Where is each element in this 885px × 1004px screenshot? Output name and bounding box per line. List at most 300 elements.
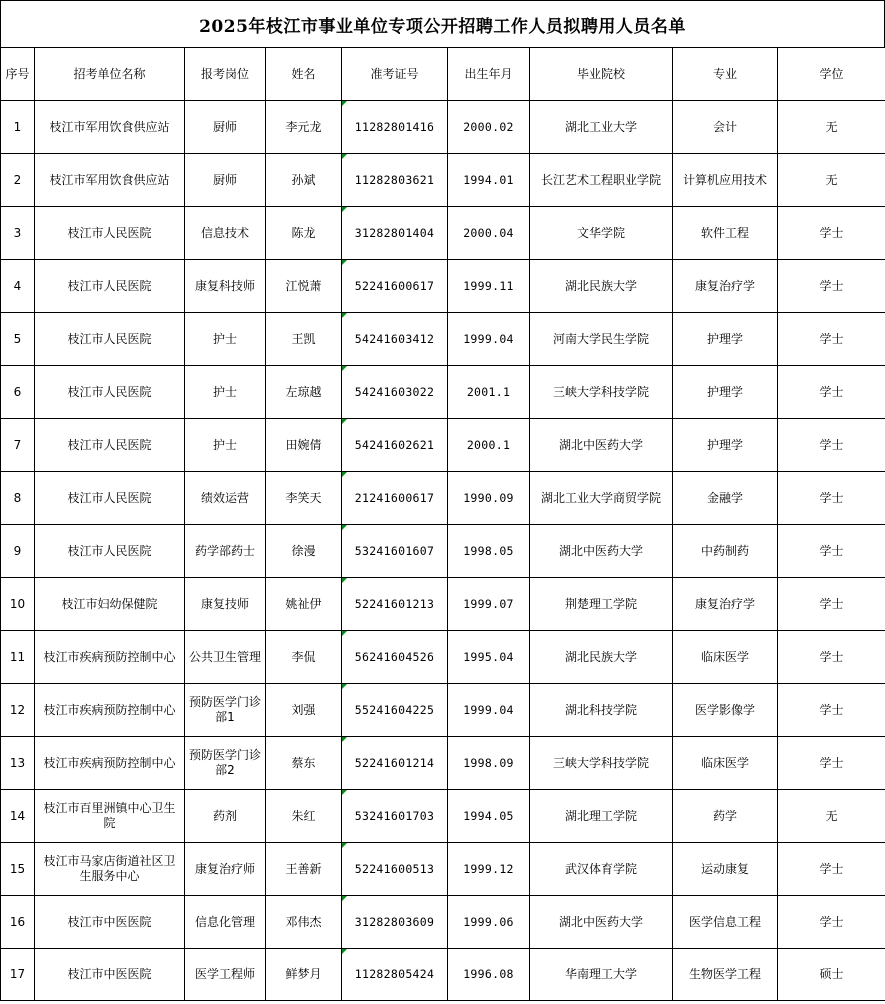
cell-major[interactable]: [673, 896, 778, 949]
table-row: [1, 419, 885, 472]
cell-name-text: 李笑天: [285, 490, 322, 505]
table-row: [1, 843, 885, 896]
cell-school[interactable]: [530, 737, 673, 790]
cell-birth-text: 1998.05: [463, 543, 514, 558]
cell-post[interactable]: [185, 419, 266, 472]
cell-major[interactable]: [673, 525, 778, 578]
cell-exam-id-text: 52241601213: [354, 596, 435, 611]
cell-school-text: 湖北民族大学: [564, 278, 637, 293]
cell-unit[interactable]: [35, 472, 185, 525]
cell-major-text: 运动康复: [700, 861, 749, 876]
cell-post-text: 厨师: [212, 119, 237, 134]
cell-school[interactable]: [530, 578, 673, 631]
cell-unit[interactable]: [35, 154, 185, 207]
cell-exam-id-text: 53241601607: [354, 543, 435, 558]
cell-unit[interactable]: [35, 260, 185, 313]
cell-unit[interactable]: [35, 207, 185, 260]
cell-school-text: 华南理工大学: [564, 967, 637, 981]
cell-name[interactable]: [266, 949, 342, 1001]
cell-birth[interactable]: [448, 472, 530, 525]
cell-birth[interactable]: [448, 843, 530, 896]
cell-exam-id[interactable]: [342, 949, 448, 1001]
cell-degree-text: 学士: [819, 225, 844, 240]
cell-unit-text: 枝江市中医医院: [67, 914, 152, 929]
cell-name[interactable]: [266, 737, 342, 790]
cell-major-text: 护理学: [706, 331, 743, 346]
cell-post[interactable]: [185, 790, 266, 843]
cell-seq-text: 5: [13, 331, 22, 346]
cell-birth[interactable]: [448, 101, 530, 154]
cell-unit[interactable]: [35, 313, 185, 366]
cell-name[interactable]: [266, 525, 342, 578]
cell-major[interactable]: [673, 101, 778, 154]
hiring-list-table: [0, 47, 885, 1001]
cell-post[interactable]: [185, 207, 266, 260]
cell-degree[interactable]: [778, 684, 885, 737]
number-stored-as-text-indicator-icon: [342, 684, 347, 689]
cell-post[interactable]: [185, 631, 266, 684]
header-post: 报考岗位: [185, 48, 266, 101]
cell-post[interactable]: [185, 684, 266, 737]
cell-unit-text: 枝江市人民医院: [67, 225, 152, 240]
cell-degree[interactable]: [778, 366, 885, 419]
cell-name[interactable]: [266, 313, 342, 366]
table-row: [1, 949, 885, 1001]
cell-degree-text: 硕士: [819, 967, 844, 981]
cell-seq-text: 10: [9, 596, 26, 611]
cell-birth-text: 2000.02: [463, 119, 514, 134]
cell-exam-id[interactable]: [342, 313, 448, 366]
cell-exam-id[interactable]: [342, 896, 448, 949]
cell-name[interactable]: [266, 578, 342, 631]
table-row: [1, 472, 885, 525]
cell-exam-id-text: 31282801404: [354, 225, 435, 240]
cell-exam-id[interactable]: [342, 578, 448, 631]
cell-degree-text: 学士: [819, 702, 844, 717]
cell-unit[interactable]: [35, 896, 185, 949]
cell-school[interactable]: [530, 419, 673, 472]
cell-major-text: 护理学: [706, 437, 743, 452]
cell-unit-text: 枝江市疾病预防控制中心: [43, 755, 176, 770]
cell-unit-text: 枝江市人民医院: [67, 437, 152, 452]
cell-birth-text: 1995.04: [463, 649, 514, 664]
cell-seq[interactable]: [1, 949, 35, 1001]
cell-exam-id[interactable]: [342, 525, 448, 578]
cell-seq-text: 6: [13, 384, 22, 399]
table-row: [1, 631, 885, 684]
cell-unit-text: 枝江市人民医院: [67, 331, 152, 346]
cell-degree-text: 学士: [819, 649, 844, 664]
cell-degree-text: 学士: [819, 596, 844, 611]
cell-birth[interactable]: [448, 684, 530, 737]
cell-seq[interactable]: [1, 313, 35, 366]
cell-name[interactable]: [266, 790, 342, 843]
cell-name[interactable]: [266, 631, 342, 684]
cell-birth-text: 1990.09: [463, 490, 514, 505]
cell-degree[interactable]: [778, 949, 885, 1001]
cell-degree[interactable]: [778, 578, 885, 631]
cell-birth-text: 1999.06: [463, 914, 514, 929]
cell-exam-id-text: 52241600513: [354, 861, 435, 876]
cell-name[interactable]: [266, 260, 342, 313]
cell-school-text: 荆楚理工学院: [564, 596, 637, 611]
cell-major[interactable]: [673, 154, 778, 207]
cell-school[interactable]: [530, 896, 673, 949]
cell-school[interactable]: [530, 790, 673, 843]
cell-degree[interactable]: [778, 896, 885, 949]
cell-name[interactable]: [266, 366, 342, 419]
cell-birth-text: 1996.08: [463, 967, 514, 981]
cell-major[interactable]: [673, 631, 778, 684]
cell-birth[interactable]: [448, 313, 530, 366]
cell-post[interactable]: [185, 101, 266, 154]
cell-name[interactable]: [266, 472, 342, 525]
cell-name[interactable]: [266, 896, 342, 949]
table-row: [1, 684, 885, 737]
number-stored-as-text-indicator-icon: [342, 366, 347, 371]
cell-major[interactable]: [673, 949, 778, 1001]
cell-name-text: 王凯: [291, 331, 316, 346]
cell-birth[interactable]: [448, 366, 530, 419]
cell-seq[interactable]: [1, 684, 35, 737]
cell-seq[interactable]: [1, 101, 35, 154]
cell-degree-text: 学士: [819, 437, 844, 452]
cell-school[interactable]: [530, 631, 673, 684]
cell-post-text: 护士: [212, 437, 237, 452]
cell-major-text: 中药制药: [700, 543, 749, 558]
cell-degree[interactable]: [778, 790, 885, 843]
cell-major[interactable]: [673, 260, 778, 313]
cell-school-text: 湖北工业大学商贸学院: [540, 490, 661, 505]
cell-exam-id-text: 11282801416: [354, 119, 435, 134]
cell-school[interactable]: [530, 472, 673, 525]
cell-name-text: 孙斌: [291, 172, 316, 187]
cell-birth[interactable]: [448, 737, 530, 790]
cell-degree[interactable]: [778, 843, 885, 896]
cell-degree-text: 学士: [819, 543, 844, 558]
cell-major-text: 临床医学: [700, 649, 749, 664]
cell-exam-id[interactable]: [342, 843, 448, 896]
table-row: [1, 260, 885, 313]
cell-seq[interactable]: [1, 631, 35, 684]
cell-name-text: 王善新: [285, 861, 322, 876]
cell-unit[interactable]: [35, 578, 185, 631]
cell-birth-text: 1999.12: [463, 861, 514, 876]
cell-major-text: 临床医学: [700, 755, 749, 770]
cell-degree[interactable]: [778, 207, 885, 260]
cell-school[interactable]: [530, 313, 673, 366]
cell-unit[interactable]: [35, 790, 185, 843]
cell-major-text: 康复治疗学: [694, 278, 755, 293]
cell-major[interactable]: [673, 578, 778, 631]
cell-birth[interactable]: [448, 260, 530, 313]
table-row: [1, 101, 885, 154]
table-row: [1, 578, 885, 631]
cell-post-text: 信息技术: [200, 225, 249, 240]
cell-school-text: 湖北科技学院: [564, 702, 637, 717]
cell-post[interactable]: [185, 313, 266, 366]
cell-unit[interactable]: [35, 949, 185, 1001]
cell-exam-id[interactable]: [342, 684, 448, 737]
cell-birth-text: 2000.1: [466, 437, 511, 452]
table-body: [1, 101, 885, 1001]
cell-school[interactable]: [530, 154, 673, 207]
cell-post[interactable]: [185, 737, 266, 790]
header-degree: 学位: [778, 48, 885, 101]
cell-seq-text: 3: [13, 225, 22, 240]
cell-major[interactable]: [673, 684, 778, 737]
cell-unit-text: 枝江市人民医院: [67, 278, 152, 293]
cell-post[interactable]: [185, 260, 266, 313]
cell-major[interactable]: [673, 207, 778, 260]
cell-birth-text: 1999.11: [463, 278, 514, 293]
cell-seq-text: 9: [13, 543, 22, 558]
cell-seq[interactable]: [1, 737, 35, 790]
number-stored-as-text-indicator-icon: [342, 207, 347, 212]
cell-school-text: 武汉体育学院: [564, 861, 637, 876]
table-row: [1, 207, 885, 260]
cell-birth[interactable]: [448, 949, 530, 1001]
table-row: [1, 790, 885, 843]
number-stored-as-text-indicator-icon: [342, 472, 347, 477]
cell-exam-id-text: 11282805424: [354, 967, 435, 981]
cell-school-text: 河南大学民生学院: [552, 331, 649, 346]
cell-seq[interactable]: [1, 790, 35, 843]
cell-birth-text: 1994.01: [463, 172, 514, 187]
cell-degree[interactable]: [778, 313, 885, 366]
cell-degree[interactable]: [778, 737, 885, 790]
cell-birth[interactable]: [448, 525, 530, 578]
cell-post-text: 康复治疗师: [194, 861, 255, 876]
header-unit: 招考单位名称: [35, 48, 185, 101]
cell-major[interactable]: [673, 472, 778, 525]
cell-name[interactable]: [266, 154, 342, 207]
number-stored-as-text-indicator-icon: [342, 313, 347, 318]
cell-school[interactable]: [530, 525, 673, 578]
cell-exam-id[interactable]: [342, 154, 448, 207]
cell-seq[interactable]: [1, 366, 35, 419]
cell-exam-id[interactable]: [342, 472, 448, 525]
cell-seq-text: 8: [13, 490, 22, 505]
cell-school[interactable]: [530, 843, 673, 896]
cell-seq[interactable]: [1, 843, 35, 896]
cell-school-text: 湖北中医药大学: [558, 437, 643, 452]
cell-seq-text: 2: [13, 172, 22, 187]
cell-birth[interactable]: [448, 578, 530, 631]
table-row: [1, 525, 885, 578]
cell-name-text: 朱红: [291, 808, 316, 823]
number-stored-as-text-indicator-icon: [342, 419, 347, 424]
cell-major[interactable]: [673, 790, 778, 843]
cell-post-text: 绩效运营: [200, 490, 249, 505]
cell-post-text: 药学部药士: [194, 543, 255, 558]
cell-seq[interactable]: [1, 472, 35, 525]
number-stored-as-text-indicator-icon: [342, 631, 347, 636]
cell-school[interactable]: [530, 207, 673, 260]
cell-name[interactable]: [266, 101, 342, 154]
cell-unit-text: 枝江市疾病预防控制中心: [43, 649, 176, 664]
cell-seq-text: 16: [9, 914, 26, 929]
cell-name[interactable]: [266, 419, 342, 472]
cell-exam-id[interactable]: [342, 790, 448, 843]
cell-birth[interactable]: [448, 631, 530, 684]
cell-birth-text: 2001.1: [466, 384, 511, 399]
cell-school[interactable]: [530, 949, 673, 1001]
cell-unit-text: 枝江市人民医院: [67, 384, 152, 399]
cell-unit-text: 枝江市军用饮食供应站: [49, 119, 170, 134]
cell-major-text: 护理学: [706, 384, 743, 399]
cell-major[interactable]: [673, 419, 778, 472]
table-row: [1, 154, 885, 207]
cell-exam-id[interactable]: [342, 101, 448, 154]
cell-degree-text: 无: [825, 808, 838, 823]
cell-major[interactable]: [673, 843, 778, 896]
cell-name[interactable]: [266, 684, 342, 737]
cell-exam-id-text: 54241603412: [354, 331, 435, 346]
cell-degree-text: 无: [825, 172, 838, 187]
cell-seq[interactable]: [1, 154, 35, 207]
cell-post-text: 护士: [212, 384, 237, 399]
cell-degree[interactable]: [778, 525, 885, 578]
cell-school[interactable]: [530, 366, 673, 419]
cell-birth[interactable]: [448, 207, 530, 260]
cell-unit[interactable]: [35, 101, 185, 154]
cell-seq[interactable]: [1, 896, 35, 949]
cell-exam-id-text: 11282803621: [354, 172, 435, 187]
cell-exam-id[interactable]: [342, 366, 448, 419]
cell-name-text: 蔡东: [291, 755, 316, 770]
cell-post[interactable]: [185, 578, 266, 631]
cell-post[interactable]: [185, 154, 266, 207]
cell-school-text: 三峡大学科技学院: [552, 755, 649, 770]
cell-name-text: 徐漫: [291, 543, 316, 558]
header-major: 专业: [673, 48, 778, 101]
cell-name-text: 姚祉伊: [285, 596, 322, 611]
cell-school[interactable]: [530, 260, 673, 313]
cell-name-text: 鲜梦月: [285, 967, 322, 981]
cell-post-text: 护士: [212, 331, 237, 346]
cell-degree[interactable]: [778, 631, 885, 684]
cell-exam-id[interactable]: [342, 207, 448, 260]
number-stored-as-text-indicator-icon: [342, 949, 347, 954]
cell-seq-text: 12: [9, 702, 26, 717]
cell-name-text: 邓伟杰: [285, 914, 322, 929]
number-stored-as-text-indicator-icon: [342, 525, 347, 530]
cell-school[interactable]: [530, 101, 673, 154]
cell-seq[interactable]: [1, 207, 35, 260]
cell-name[interactable]: [266, 843, 342, 896]
cell-post[interactable]: [185, 949, 266, 1001]
cell-major-text: 康复治疗学: [694, 596, 755, 611]
number-stored-as-text-indicator-icon: [342, 737, 347, 742]
cell-post[interactable]: [185, 472, 266, 525]
cell-unit[interactable]: [35, 737, 185, 790]
cell-unit[interactable]: [35, 366, 185, 419]
cell-birth-text: 1999.04: [463, 331, 514, 346]
cell-seq[interactable]: [1, 260, 35, 313]
cell-school-text: 湖北工业大学: [564, 119, 637, 134]
cell-unit-text: 枝江市人民医院: [67, 490, 152, 505]
cell-birth[interactable]: [448, 790, 530, 843]
cell-seq[interactable]: [1, 578, 35, 631]
cell-degree[interactable]: [778, 101, 885, 154]
cell-major[interactable]: [673, 737, 778, 790]
cell-birth[interactable]: [448, 896, 530, 949]
cell-name-text: 陈龙: [291, 225, 316, 240]
cell-post[interactable]: [185, 843, 266, 896]
cell-exam-id[interactable]: [342, 737, 448, 790]
cell-post[interactable]: [185, 366, 266, 419]
cell-post-text: 医学工程师: [194, 967, 255, 981]
cell-exam-id[interactable]: [342, 260, 448, 313]
cell-exam-id[interactable]: [342, 631, 448, 684]
page-title: 2025年枝江市事业单位专项公开招聘工作人员拟聘用人员名单: [0, 0, 885, 47]
header-school: 毕业院校: [530, 48, 673, 101]
cell-exam-id-text: 52241601214: [354, 755, 435, 770]
cell-unit[interactable]: [35, 525, 185, 578]
cell-school-text: 长江艺术工程职业学院: [540, 172, 661, 187]
cell-degree[interactable]: [778, 419, 885, 472]
cell-unit[interactable]: [35, 631, 185, 684]
number-stored-as-text-indicator-icon: [342, 101, 347, 106]
cell-major-text: 药学: [712, 808, 737, 823]
cell-major[interactable]: [673, 366, 778, 419]
cell-school-text: 湖北中医药大学: [558, 914, 643, 929]
cell-seq-text: 13: [9, 755, 26, 770]
cell-degree-text: 学士: [819, 755, 844, 770]
cell-exam-id-text: 54241602621: [354, 437, 435, 452]
cell-seq[interactable]: [1, 525, 35, 578]
cell-name-text: 刘强: [291, 702, 316, 717]
cell-degree-text: 学士: [819, 861, 844, 876]
cell-post[interactable]: [185, 896, 266, 949]
cell-exam-id[interactable]: [342, 419, 448, 472]
cell-post[interactable]: [185, 525, 266, 578]
cell-post-text: 厨师: [212, 172, 237, 187]
cell-seq[interactable]: [1, 419, 35, 472]
cell-unit-text: 枝江市中医医院: [67, 967, 152, 981]
cell-major[interactable]: [673, 313, 778, 366]
cell-degree[interactable]: [778, 260, 885, 313]
cell-exam-id-text: 53241601703: [354, 808, 435, 823]
cell-seq-text: 7: [13, 437, 22, 452]
cell-school[interactable]: [530, 684, 673, 737]
cell-unit[interactable]: [35, 843, 185, 896]
cell-degree-text: 学士: [819, 490, 844, 505]
cell-unit-text: 枝江市人民医院: [67, 543, 152, 558]
cell-birth[interactable]: [448, 419, 530, 472]
number-stored-as-text-indicator-icon: [342, 896, 347, 901]
cell-birth[interactable]: [448, 154, 530, 207]
number-stored-as-text-indicator-icon: [342, 790, 347, 795]
cell-degree[interactable]: [778, 472, 885, 525]
cell-school-text: 文华学院: [576, 225, 625, 240]
cell-name[interactable]: [266, 207, 342, 260]
cell-birth-text: 2000.04: [463, 225, 514, 240]
cell-post-text: 信息化管理: [194, 914, 255, 929]
cell-seq-text: 1: [13, 119, 22, 134]
cell-degree[interactable]: [778, 154, 885, 207]
cell-unit[interactable]: [35, 684, 185, 737]
number-stored-as-text-indicator-icon: [342, 154, 347, 159]
table-row: [1, 896, 885, 949]
table-row: [1, 366, 885, 419]
cell-unit[interactable]: [35, 419, 185, 472]
cell-seq-text: 14: [9, 808, 26, 823]
cell-major-text: 医学影像学: [694, 702, 755, 717]
table-row: [1, 737, 885, 790]
header-exam-id: 准考证号: [342, 48, 448, 101]
